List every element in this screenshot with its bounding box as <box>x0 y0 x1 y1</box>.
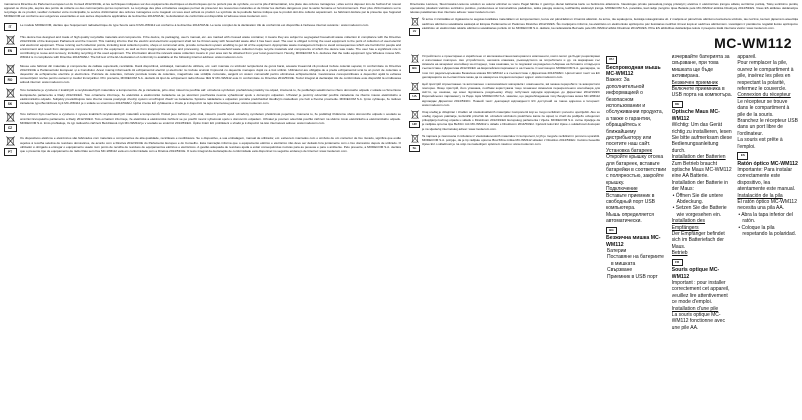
lang-tag: BG <box>409 65 420 73</box>
list-item: Приемник в USB порт <box>607 273 658 280</box>
section-title: Optische Maus MC-WM112 <box>671 109 720 122</box>
lang-block-text: Устройството е проектирано и изработено от висококачествени материали и компоненти, които могат да бъдат рециклирани и използвани повторно. Ако устройството, неговата опаковка, ръководството за потребителя и др. са маркирани със символа на зачеркнат контейнер за отпадъци, това означава, че те подлежат на разделно събиране на битовите отпадъци в съответствие с Директива 2012/19/ЕС на Европейския парламент и на Съвета. С настоящото MODECOM S.A. декларира, че този тип радиосъоръжение Безжична мишка MC-WM112 е в съответствие с Директива 2014/53/ЕС. Цялостният текст на ЕС декларацията за съответствие може да се намери на следния интернет адрес: www.modecom.com. <box>422 54 600 79</box>
right-page <box>410 2 798 416</box>
list-item: • Öffnen Sie die untere Abdeckung. <box>672 192 723 206</box>
instruction-line: Branchez le récepteur USB dans un port libre de l'ordinateur. <box>737 118 798 137</box>
lang-block-ua <box>410 82 600 107</box>
crossed-bin-icon <box>6 136 15 146</box>
lang-tag: EN <box>4 47 17 55</box>
instruction-heading: Установка батареек <box>606 147 652 154</box>
crossed-bin-icon <box>411 110 419 119</box>
instruction-line: El ratón óptico MC-WM112 necesita una pila AA. <box>737 199 797 212</box>
lang-block-text: Toto zařízení bylo navrženo a vyrobeno z vysoce kvalitních recyklovatelných materiálů a komponentů. Pokud jsou zařízení, jeho obal, návod k použití apod. označeny symbolem přeškrtnuté popelnice, znamená to, že podléhají tříděnému sběru domovního odpadu v souladu se směrnicí Evropského parlamentu a Rady 2012/19/EU. Toto označení informuje, že elektrické a elektronické zařízení se po použití nesmí vyhazovat spolu s domovním odpadem. Uživatel je povinen odevzdat použité zařízení na sběrné místo elektrického a elektronického odpadu. MODECOM S.A. tímto prohlašuje, že typ rádiového zařízení Bezdrátová myš MC-WM112 je v souladu se směrnicí 2014/53/EU. Úplné znění EU prohlášení o shodě je k dispozici na této internetové adrese: www.modecom.com. <box>20 112 401 125</box>
list-item: • Setzen Sie die Batterie wie vorgesehen ein. <box>672 205 727 218</box>
lang-tag: PT <box>4 148 17 156</box>
lang-tag: BG <box>606 227 617 235</box>
instruction-line: Pour remplacer la pile, ouvrez le compartiment à pile, insérez les piles en respectant la polarité, refermez le couvercle. <box>737 60 794 93</box>
instruction-line: Der Empfänger befindet sich im Batteriefach der Maus. <box>671 231 725 250</box>
left-page <box>4 2 401 416</box>
lang-tag: UA <box>409 93 420 101</box>
instruction-line: Мышь определяется автоматически. <box>606 211 654 225</box>
list-item: • Coloque la pila respetando la polaridad. <box>738 224 796 238</box>
lang-block-ro <box>4 64 401 85</box>
lang-block-text: Ovaj uređaj je dizajniran i izrađen od visokokvalitetnih materijala i komponenti koji se mogu reciklirati i ponovno upotrijebiti. Ako su uređaj, njegovo pakiranje, korisnički priručnik itd. označeni simbolom prekrižene kante za otpad, to znači da podliježu odvojenom prikupljanju kućnog otpada u skladu s Direktivom 2012/19/EU Europskog parlamenta i Vijeća. MODECOM S.A. ovime izjavljuje da je radijska oprema tipa Bežični miš MC-WM112 u skladu s Direktivom 2014/53/EU. Cjeloviti tekst EU izjave o sukladnosti dostupan je na sljedećoj internetskoj adresi: www.modecom.com. <box>422 109 600 131</box>
instruction-line: Откройте крышку отсека для батареек, вставьте батарейки в соответствии с полярностью, закройте крышку. <box>606 154 666 186</box>
instruction-heading: Betrieb <box>671 250 688 257</box>
lang-block-cz <box>4 112 401 132</box>
crossed-bin-icon <box>411 54 419 63</box>
instruction-line: Wichtig: Um das Gerät richtig zu installieren, lesen Sie bitte aufmerksam diese Bedienungsanleitung durch. <box>671 122 732 154</box>
lang-tag: IT <box>4 23 17 31</box>
instruction-line: изчервайте батерията за свързване, при това мишката ще бъде активирана. <box>671 54 730 80</box>
lang-block-text: Mouse este fabricat din materiale și componente de calitate superioară, reciclabile. Dacă dispozitivul, ambalajul, manualul de utilizare, etc. sunt marcate cu simbolul recipientului de gunoi barat, aceasta înseamnă că produsul trebuie colectat separat, în conformitate cu Directiva 2012/19/UE a Parlamentului European și a Consiliului. Acest marcaj informează că echipamentul electric și electronic nu trebuie aruncat împreună cu deșeurile menajere după ce a fost utilizat. Utilizatorul are obligația de a preda echipamentul uzat la un punct de colectare a deșeurilor de echipamente electrice și electronice. Punctele de colectare, inclusiv punctele locale de colectare, magazinele sau unitățile comunale, asigură un sistem convenabil pentru eliminarea echipamentului. Gestionarea corespunzătoare a deșeurilor ajută la evitarea consecințelor nocive pentru oameni și mediul înconjurător. Prin prezenta, MODECOM S.A. declară că tipul de echipament radio Mouse fără fir MC-WM112 este în conformitate cu Directiva 2014/53/UE. Textul integral al declarației UE de conformitate este disponibil la următoarea adresă internet: www.modecom.com. <box>20 63 401 85</box>
instruction-line: Важно: За дополнительной информацией о безопасном использовании и обслуживании продукта, а также о гарантии, обращайтесь к ближайшему дистрибьютору или посетите наш сайт. <box>606 77 664 148</box>
instruction-line: Вставьте приемник в свободный порт USB компьютера. <box>606 192 655 212</box>
instruction-line: Installation der Batterie in der Maus: <box>671 179 729 193</box>
lang-block-text: Le modèle MODECOM, déclare que l'équipement radioélectrique du type Souris sans fil MC-WM112 est conforme à la directive 2014/53/UE. Le texte complet de la déclaration UE de conformité est disponible à l'adresse internet suivante : www.modecom.com. <box>20 22 370 27</box>
crossed-bin-icon <box>411 82 419 91</box>
instruction-line: La souris est prête à l'emploi. <box>737 137 783 150</box>
lang-block-text: This device has designed and made of high quality recyclable materials and components. If the device, its packaging, user's manual, etc. are marked with crossed waste container, it means they are subject to segregated household waste collection in compliance with the Directive 2012/19/UE of the European Parliament and the Council. This marking informs that the electric and electronic equipment shall not be thrown away with household waste after it has been used. The user is obliged to bring the used equipment to the point of collection of used electric and electronic equipment. Those running such collection points, including local collection points, shops or communal units, provide convenient system enabling to get rid of the equipment. Appropriate waste management helps to avoid consequences which are harmful for people and environment and result from dangerous components used in the equipment, as well as from inappropriate storage and processing. Segregated household waste collection helps recycle materials and components of which the device was made. The user has a significant role in contributing to reuse and recovery, including recycling of the used equipment. The information about the relevant waste collection means in your area can be obtained from your local government. Hereby, MODECOM S.A. declares that the radio equipment type Wireless mouse MC-WM112 is in compliance with Directive 2014/53/EU. The full text of the EU declaration of conformity is available at the following internet address: www.modecom.com. <box>20 34 401 60</box>
right-top-section <box>410 2 798 39</box>
instruction-line: Le récepteur se trouve dans le compartiment à pile de la souris. <box>737 98 790 118</box>
instruction-heading: Installation des Empfängers <box>671 218 706 231</box>
instruction-column-1 <box>606 54 667 414</box>
crossed-bin-icon <box>411 17 419 26</box>
lang-block-text: Šī ierīce ir izstrādāta un izgatavota no augstas kvalitātes materiāliem un komponentiem, kurus var pārstrādāt un izmantot atkārtoti. Ja ierīce, tās iepakojums, lietotāja rokasgrāmata utt. ir marķēta ar pārsvītrotu atkritumu konteinera simbolu, tas nozīmē, ka tiem jāpiemēro atsevišķa sadzīves atkritumu savākšana saskaņā ar Eiropas Parlamenta un Padomes Direktīvu 2012/19/ES. Šis marķējums informē, ka elektrisko un elektronisko aprīkojumu pēc lietošanas nedrīkst izmest kopā ar sadzīves atkritumiem. Lietotājam ir pienākums nogādāt lietoto aprīkojumu elektrisko un elektronisko iekārtu atkritumu savākšanas punktā. Ar šo MODECOM S.A. deklarē, ka radioiekārta Bezvadu pele MC-WM112 atbilst Direktīvai 2014/53/ES. Pilns ES atbilstības deklarācijas teksts ir pieejams šādā interneta vietnē: www.modecom.com. <box>422 17 798 30</box>
lang-block-hr <box>410 110 600 131</box>
lang-tag: FR <box>672 259 683 267</box>
instruction-heading: Installation der Batterien <box>671 154 726 161</box>
instruction-column-3 <box>737 54 798 414</box>
instruction-line: Important : pour installer correctement cet appareil, veuillez lire attentivement ce mode d'emploi. <box>671 280 730 306</box>
instruction-heading: Instalación de la pila <box>737 192 783 199</box>
crossed-bin-icon <box>411 134 419 143</box>
left-intro-text: mamamai à Directive du Parlement européen et du Conseil 2012/19/UE, et les techniques indiquées sur des équipements électriques et électroniques qui ne portent pas de symbole, ou sur la pile d'alimentation, à la place des ordures ménagères ; elles sont à déposer lors de l'achat d'un nouvel appareil ou d'une pile, auprès des points de collecte ou des commerçants qui les reprennent. Le recyclage des piles et batteries usagées permet de préserver les ressources naturelles et de limiter les déchets dangereux pour la santé humaine et l'environnement. Pour plus d'informations sur le recyclage de ce produit, veuillez contacter votre municipalité, le service d'élimination des ordures ménagères ou le magasin où vous avez acheté ce produit. Le symbole de la poubelle barrée indique que le produit doit être collecté séparément. Le fabricant déclare par la présente que l'appareil MODECOM est conforme aux exigences essentielles et aux autres dispositions applicables de la directive 2014/53/UE ; la déclaration de conformité est disponible à l'adresse www.modecom.com. <box>4 2 401 19</box>
crossed-bin-icon <box>6 112 15 122</box>
list-item: Поставяне на батериите в мишката <box>607 254 664 267</box>
list-item: Батерии <box>607 247 627 254</box>
lang-block-sl <box>410 134 600 153</box>
instruction-heading: Installation d'une pile <box>671 305 719 312</box>
lang-block-text: Ta naprava je zasnovana in izdelana iz visokokakovostnih materialov in komponent, ki jih je mogoče reciklirati in ponovno uporabiti. MODECOM S.A. potrjuje, da je tip radijske opreme Brezžična miška MC-WM112 skladen z Direktivo 2014/53/EU. Celotno besedilo izjave EU o skladnosti je na voljo na naslednjem spletnem naslovu: www.modecom.com. <box>422 133 600 146</box>
lang-block-lv <box>410 17 798 36</box>
crossed-bin-icon <box>6 35 15 45</box>
lang-tag: ES <box>737 152 748 160</box>
list-item: Свързване <box>607 267 633 274</box>
section-title: Souris optique MC-WM112 <box>671 267 720 280</box>
lang-block-bg <box>410 54 600 79</box>
instruction-column-2 <box>672 54 733 414</box>
section-title: Ratón óptico MC-WM112 <box>737 160 798 167</box>
crossed-bin-icon <box>6 64 15 74</box>
lang-tag: RU <box>606 56 617 64</box>
lang-tag: SK <box>4 100 17 108</box>
right-intro-text: Directorate Lietuvos, Skoczowska Lietuvos solution su auto/w eliminar su vieno Pagal fabrike ir gaminys dienai šalinama kartu su buitinėmis atliekomis. Naudotojas privalo panaudotą įrangą pristatyti į elektros ir elektroninės įrangos atliekų surinkimo punktą. Tokių surinkimo punktų operatoriai, įskaitant vietinius surinkimo punktus, parduotuves ar komunalinius padalinius, teikia patogią sistemą, leidžiančią atsikratyti įranga. MODECOM S.A. pareiškia, kad radijo įrenginio tipas Belaidė pelė MC-WM112 atitinka Direktyvą 2014/53/ES. Visas ES atitikties deklaracijos tekstas pateikiamas šiuo interneto adresu: www.modecom.com. <box>410 2 798 15</box>
instruction-heading: Connexion du récepteur <box>737 92 791 99</box>
lang-block-it <box>4 23 401 31</box>
instruction-line: Zum Betrieb braucht optische Maus MC-WM112 eine AA Batterie. <box>671 160 732 180</box>
instruction-heading: Подключение <box>606 186 638 193</box>
lang-tag: LV <box>409 28 420 36</box>
lang-tag: HR <box>409 121 420 129</box>
lang-tag: DE <box>672 101 683 109</box>
model-title: MC-WM112 <box>714 35 792 51</box>
instruction-heading: Безжичен приемник <box>671 79 718 86</box>
instruction-line: Importante: Para instalar correctamente este dispositivo, lea atentamente este manual. <box>737 167 796 193</box>
instruction-line: La souris optique MC-WM112 fonctionne avec une pile AA. <box>671 312 725 331</box>
lang-block-sk <box>4 88 401 108</box>
lang-tag: SL <box>409 145 420 153</box>
lang-tag: RO <box>4 76 17 84</box>
lang-block-text: Toto zariadenie je vyrobené z kvalitných a recyklovateľných materiálov a komponentov. Ak je zariadenie, jeho obal, návod na použitie atď. označené symbolom prečiarknutej nádoby na odpad, znamená to, že podliehajú selektívnemu zberu domového odpadu v súlade so Smernicou Európskeho parlamentu a Rady 2012/19/EÚ. Toto označenie informuje, že elektrické a elektronické zariadenie sa po skončení používania nesmie vyhadzovať spolu s domovým odpadom. Užívateľ je povinný odovzdať použité zariadenie na zberné miesto elektrického a elektronického odpadu. Subjekty prevádzkujúce tieto zberné miesta poskytujú vhodný systém umožňujúci zbaviť sa zariadenia. Správne nakladanie s odpadom pomáha predchádzať škodlivým následkom pre ľudí a životné prostredie. MODECOM S.A. týmto vyhlasuje, že rádiové zariadenie typu Bezdrôtová myš MC-WM112 je v súlade so smernicou 2014/53/EÚ. Úplné znenie EÚ vyhlásenia o zhode je k dispozícii na tejto internetovej adrese: www.modecom.com. <box>20 88 401 105</box>
list-item: • Abra la tapa inferior del ratón. <box>738 211 793 225</box>
section-title: Беспроводная мышь MC-WM112 <box>606 64 661 77</box>
lang-tag: CZ <box>4 124 17 132</box>
lang-block-en <box>4 35 401 60</box>
crossed-bin-icon <box>6 88 15 98</box>
instruction-line: appareil. <box>737 54 757 60</box>
section-title: Безжична мишка MC-WM112 <box>606 235 661 248</box>
lang-block-pt <box>4 136 401 156</box>
lang-block-text: Цей пристрій спроектовано та виготовлено з високоякісних матеріалів і компонентів, які можна переробити та використати повторно. Якщо пристрій, його упаковка, посібник користувача тощо позначені символом перекресленого контейнера для сміття, це означає, що вони підлягають роздільному збору побутових відходів відповідно до Директиви 2012/19/ЄС Європейського парламенту та Ради. Цим MODECOM S.A. заявляє, що радіообладнання типу Бездротова миша MC-WM112 відповідає Директиві 2014/53/ЄС. Повний текст декларації відповідності ЄС доступний за такою адресою в Інтернеті: www.modecom.com. <box>422 81 600 107</box>
instruction-line: Включете приемника в USB порта на компютъра. <box>671 86 733 99</box>
lang-block-text: Os dispositivos elétricos e eletrónicos são fabricados com materiais e componentes de alta qualidade, recicláveis e reutilizáveis. Se o dispositivo, a sua embalagem, manual de utilizador, etc. estiverem marcados com o símbolo de um contentor de lixo riscado, significa que estão sujeitos à recolha seletiva de resíduos domésticos, de acordo com a Diretiva 2012/19/UE do Parlamento Europeu e do Conselho. Esta marcação informa que o equipamento elétrico e eletrónico não deve ser deitado fora juntamente com o lixo doméstico depois de utilizado. O utilizador é obrigado a entregar o equipamento usado num ponto de recolha de resíduos de equipamentos elétricos e eletrónicos. A gestão adequada de resíduos ajuda a evitar consequências nocivas para as pessoas e para o ambiente. Pelo presente, a MODECOM S.A. declara que o presente tipo de equipamento de rádio Rato sem fios MC-WM112 está em conformidade com a Diretiva 2014/53/UE. O texto integral da declaração de conformidade está disponível no seguinte endereço de Internet: www.modecom.com. <box>20 136 401 153</box>
